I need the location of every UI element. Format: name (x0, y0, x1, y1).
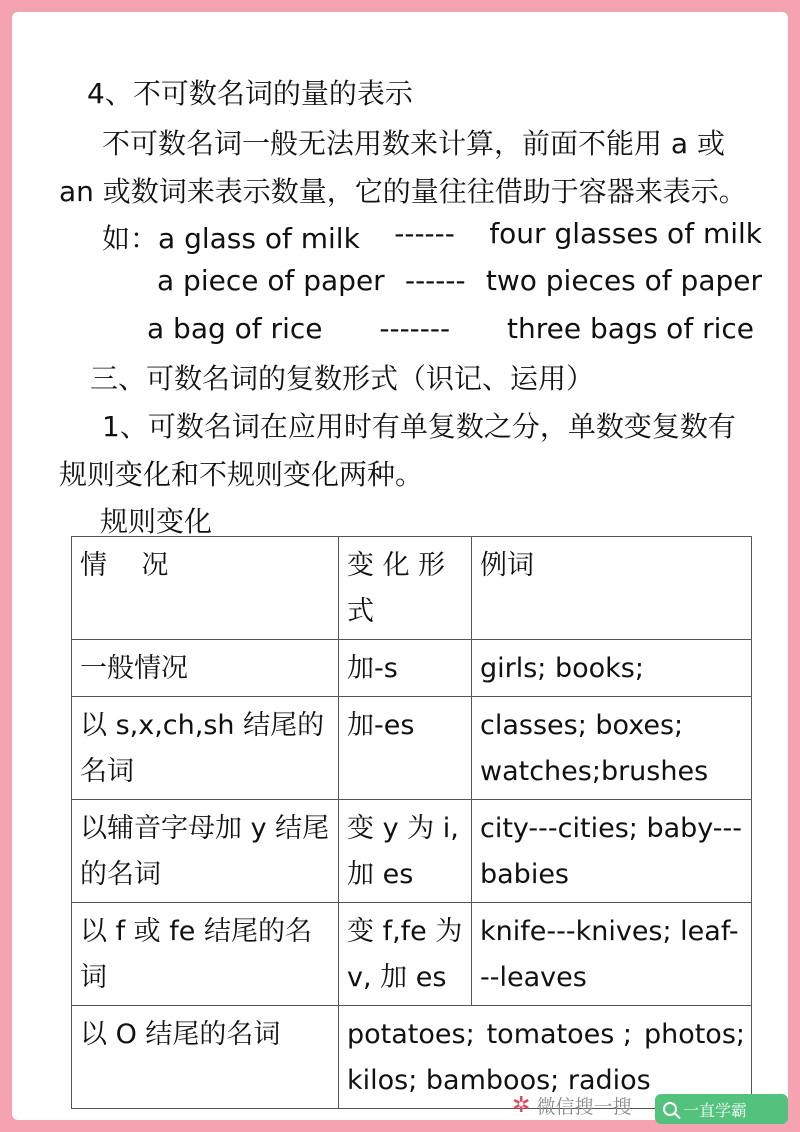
table-row (72, 640, 752, 697)
header-change: 变 化 形 式 (339, 537, 472, 640)
example-dash: ------ (404, 264, 466, 297)
table-row (72, 697, 752, 800)
cell-case: 以辅音字母加 y 结尾的名词 (72, 800, 339, 903)
o-word: radios (567, 1065, 651, 1096)
example-dash: ------ (394, 217, 455, 250)
cell-examples: girls; books; (472, 640, 752, 697)
example-prefix: 如： (102, 222, 159, 255)
section4-para-line2: an 或数词来表示数量，它的量往往借助于容器来表示。 (59, 175, 747, 208)
cell-case: 以 f 或 fe 结尾的名词 (72, 903, 339, 1006)
table-row (72, 800, 752, 903)
example-row (102, 217, 762, 257)
section4-heading: 4、不可数名词的量的表示 (87, 77, 413, 110)
cell-case: 以 s,x,ch,sh 结尾的名词 (72, 697, 339, 800)
cell-case: 一般情况 (72, 640, 339, 697)
o-word: kilos; (347, 1065, 418, 1096)
o-word: tomatoes ; (486, 1019, 633, 1050)
header-examples: 例词 (472, 537, 752, 640)
header-case: 情 况 (72, 537, 339, 640)
wechat-search-watermark (512, 1092, 631, 1119)
cell-change: 加-es (339, 697, 472, 800)
search-icon (663, 1102, 677, 1116)
example-left: a piece of paper (157, 264, 385, 297)
cell-examples: classes; boxes; watches;brushes (472, 697, 752, 800)
badge-label: 一直学霸 (683, 1100, 748, 1120)
example-right: four glasses of milk (489, 217, 762, 250)
example-row (157, 264, 762, 297)
example-row (147, 312, 754, 345)
section3-heading: 三、可数名词的复数形式（识记、运用） (90, 362, 595, 395)
o-word: photos; (643, 1019, 745, 1050)
page-frame (12, 12, 788, 1120)
example-left: a glass of milk (158, 222, 360, 255)
o-word: bamboos; (425, 1065, 560, 1096)
example-left: a bag of rice (147, 312, 323, 345)
section3-para-line2: 规则变化和不规则变化两种。 (59, 458, 424, 491)
cell-examples: city---cities; baby---babies (472, 800, 752, 903)
cell-examples: knife---knives; leaf---leaves (472, 903, 752, 1006)
table-row (72, 903, 752, 1006)
table-row (72, 1006, 752, 1109)
section3-para-line1: 1、可数名词在应用时有单复数之分，单数变复数有 (102, 410, 736, 443)
example-right: two pieces of paper (485, 264, 762, 297)
o-word: potatoes; (347, 1019, 475, 1050)
regular-change-subheading: 规则变化 (100, 505, 213, 538)
cell-change: 变 y 为 i, 加 es (339, 800, 472, 903)
cell-case: 以 O 结尾的名词 (72, 1006, 339, 1109)
section4-para-line1: 不可数名词一般无法用数来计算，前面不能用 a 或 (102, 127, 725, 160)
document-content (12, 12, 788, 1120)
example-dash: ------- (379, 312, 451, 345)
cell-change: 变 f,fe 为 v, 加 es (339, 903, 472, 1006)
example-right: three bags of rice (507, 312, 754, 345)
cell-change: 加-s (339, 640, 472, 697)
account-badge[interactable] (655, 1094, 788, 1124)
table-header-row (72, 537, 752, 640)
watermark-text: 微信搜一搜 (536, 1096, 632, 1118)
plural-rules-table (71, 536, 752, 1109)
wechat-search-icon: ✲ (512, 1093, 531, 1118)
